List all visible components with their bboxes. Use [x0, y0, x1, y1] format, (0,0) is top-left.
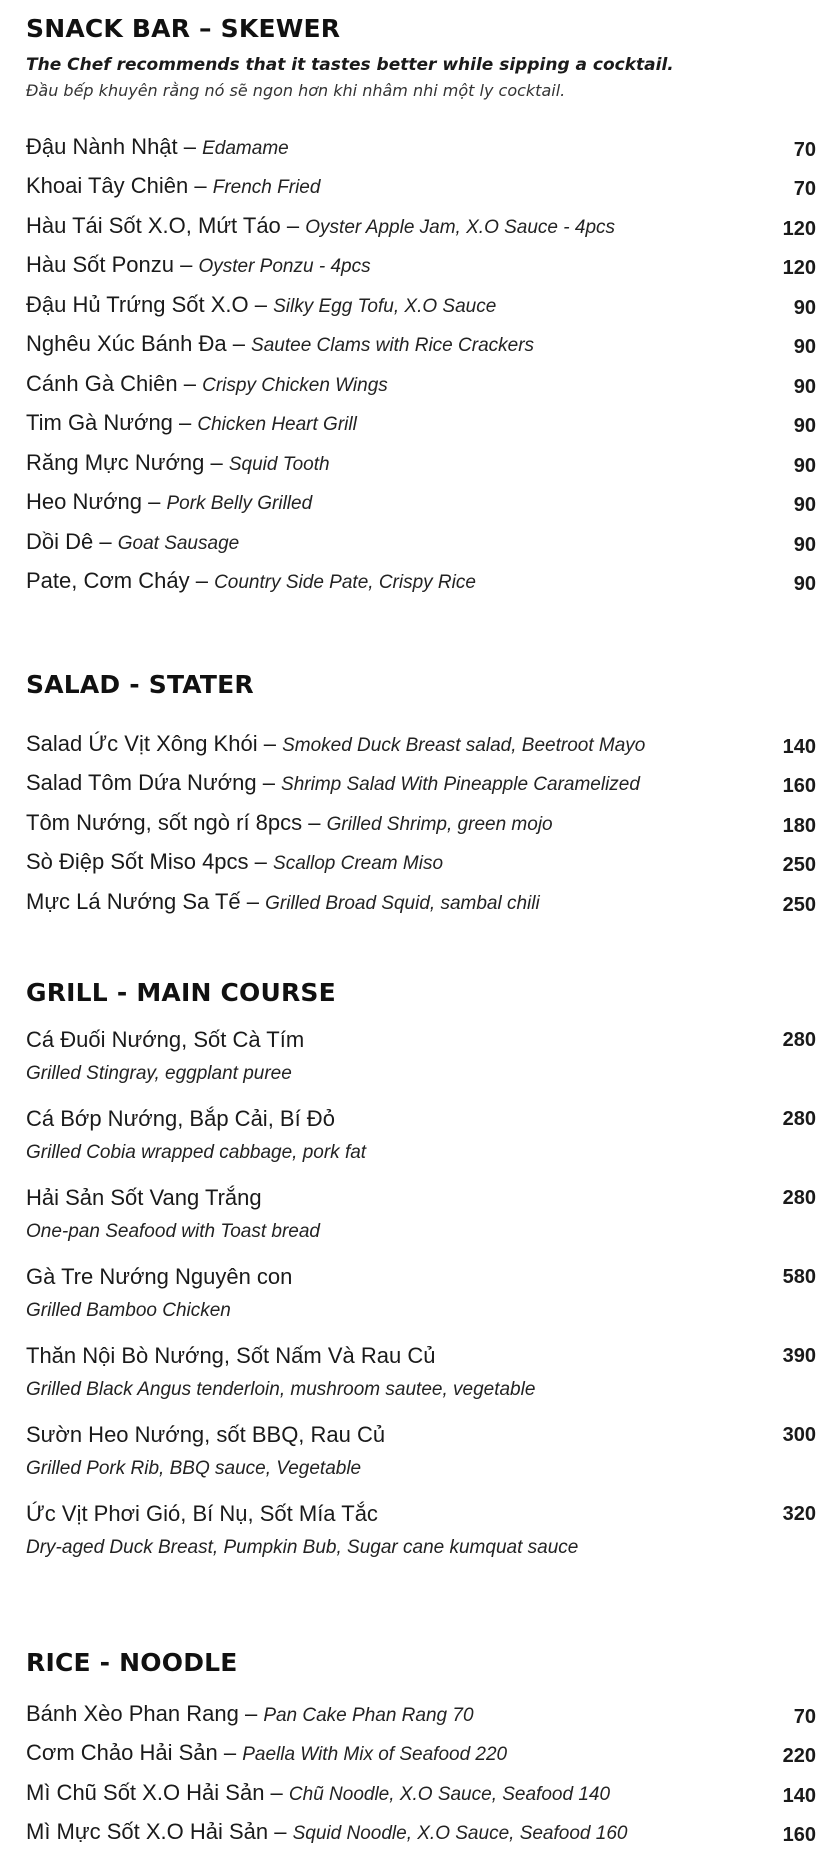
item-name-en: Squid Noodle, X.O Sauce, Seafood 160: [293, 1823, 628, 1844]
item-name-vi: Cá Bớp Nướng, Bắp Cải, Bí Đỏ: [26, 1106, 335, 1132]
item-name-vi: Nghêu Xúc Bánh Đa: [26, 331, 227, 356]
item-dash: –: [93, 529, 117, 554]
item-price: 140: [736, 736, 816, 759]
snack-item-list: [26, 124, 816, 598]
item-name-en: Sautee Clams with Rice Crackers: [251, 335, 534, 356]
item-dash: –: [264, 1780, 288, 1805]
item-dash: –: [227, 331, 251, 356]
item-price: 250: [736, 854, 816, 877]
item-name-en: Oyster Ponzu - 4pcs: [198, 256, 370, 277]
item-name-vi: Hải Sản Sốt Vang Trắng: [26, 1185, 262, 1211]
item-name-en: Oyster Apple Jam, X.O Sauce - 4pcs: [305, 217, 615, 238]
item-name-en: Pork Belly Grilled: [166, 493, 312, 514]
item-name-vi: Khoai Tây Chiên: [26, 173, 188, 198]
item-dash: –: [142, 489, 166, 514]
item-description-en: Grilled Black Angus tenderloin, mushroom sautee, vegetable: [26, 1379, 535, 1401]
item-name-vi: Pate, Cơm Cháy: [26, 568, 190, 593]
menu-item: [26, 1100, 816, 1179]
item-description-en: Grilled Stingray, eggplant puree: [26, 1063, 292, 1085]
item-name-vi: Ức Vịt Phơi Gió, Bí Nụ, Sốt Mía Tắc: [26, 1501, 378, 1527]
item-price: 120: [736, 218, 816, 241]
item-name-vi: Heo Nướng: [26, 489, 142, 514]
menu-item: [26, 164, 816, 204]
item-name-vi: Mì Mực Sốt X.O Hải Sản: [26, 1819, 274, 1844]
item-name-en: Squid Tooth: [229, 454, 330, 475]
menu-item: [26, 243, 816, 283]
item-name-vi: Tim Gà Nướng: [26, 410, 173, 435]
snack-section-title: SNACK BAR – SKEWER: [26, 14, 816, 43]
item-dash: –: [257, 770, 281, 795]
salad-section-title: SALAD - STATER: [26, 670, 816, 699]
rice-section-title: RICE - NOODLE: [26, 1648, 816, 1677]
item-price: 580: [736, 1266, 816, 1289]
salad-item-list: [26, 721, 816, 919]
item-price: 320: [736, 1503, 816, 1526]
menu-item: [26, 440, 816, 480]
chef-recommendation-en: The Chef recommends that it tastes better while sipping a cocktail.: [26, 55, 816, 75]
item-name-vi: Gà Tre Nướng Nguyên con: [26, 1264, 292, 1290]
item-price: 70: [736, 178, 816, 201]
menu-item: [26, 1495, 816, 1574]
item-price: 220: [736, 1745, 816, 1768]
menu-item: [26, 1337, 816, 1416]
item-dash: –: [258, 731, 282, 756]
item-name-vi: Dồi Dê: [26, 529, 93, 554]
item-dash: –: [174, 252, 198, 277]
menu-item: [26, 519, 816, 559]
menu-item: [26, 1731, 816, 1771]
item-price: 90: [736, 415, 816, 438]
item-price: 250: [736, 894, 816, 917]
item-price: 90: [736, 573, 816, 596]
menu-item: [26, 124, 816, 164]
menu-item: [26, 800, 816, 840]
item-name-en: Grilled Broad Squid, sambal chili: [265, 893, 540, 914]
item-dash: –: [178, 134, 202, 159]
item-price: 90: [736, 534, 816, 557]
menu-item: [26, 721, 816, 761]
item-price: 90: [736, 376, 816, 399]
item-name-vi: Cánh Gà Chiên: [26, 371, 178, 396]
menu-item: [26, 1810, 816, 1849]
item-name-en: Shrimp Salad With Pineapple Caramelized: [281, 774, 640, 795]
item-name-en: Scallop Cream Miso: [273, 853, 443, 874]
item-name-vi: Mì Chũ Sốt X.O Hải Sản: [26, 1780, 264, 1805]
menu-item: [26, 1179, 816, 1258]
menu-item: [26, 1691, 816, 1731]
item-description-en: Dry-aged Duck Breast, Pumpkin Bub, Sugar cane kumquat sauce: [26, 1537, 578, 1559]
item-name-vi: Cá Đuối Nướng, Sốt Cà Tím: [26, 1027, 304, 1053]
item-price: 390: [736, 1345, 816, 1368]
item-name-vi: Đậu Hủ Trứng Sốt X.O: [26, 292, 249, 317]
item-name-en: Chicken Heart Grill: [197, 414, 356, 435]
item-name-vi: Đậu Nành Nhật: [26, 134, 178, 159]
menu-item: [26, 761, 816, 801]
menu-item: [26, 480, 816, 520]
item-price: 120: [736, 257, 816, 280]
item-description-en: Grilled Cobia wrapped cabbage, pork fat: [26, 1142, 366, 1164]
item-name-en: Pan Cake Phan Rang 70: [263, 1705, 473, 1726]
item-dash: –: [188, 173, 212, 198]
item-price: 90: [736, 336, 816, 359]
grill-section: [26, 978, 816, 1574]
item-price: 70: [736, 1706, 816, 1729]
item-dash: –: [281, 213, 305, 238]
rice-section: [26, 1648, 816, 1849]
item-name-vi: Hàu Sốt Ponzu: [26, 252, 174, 277]
item-description-en: One-pan Seafood with Toast bread: [26, 1221, 320, 1243]
menu-item: [26, 322, 816, 362]
item-dash: –: [204, 450, 228, 475]
item-name-vi: Sò Điệp Sốt Miso 4pcs: [26, 849, 249, 874]
item-dash: –: [241, 889, 265, 914]
item-dash: –: [190, 568, 214, 593]
item-price: 90: [736, 494, 816, 517]
chef-recommendation-vi: Đầu bếp khuyên rằng nó sẽ ngon hơn khi nhâm nhi một ly cocktail.: [26, 81, 816, 100]
item-price: 280: [736, 1108, 816, 1131]
item-dash: –: [218, 1740, 242, 1765]
grill-item-list: [26, 1021, 816, 1574]
item-name-vi: Bánh Xèo Phan Rang: [26, 1701, 239, 1726]
item-dash: –: [302, 810, 326, 835]
item-name-en: Chũ Noodle, X.O Sauce, Seafood 140: [289, 1784, 610, 1805]
item-dash: –: [249, 292, 273, 317]
item-price: 90: [736, 297, 816, 320]
menu-item: [26, 1258, 816, 1337]
item-name-en: Silky Egg Tofu, X.O Sauce: [273, 296, 496, 317]
snack-section: [26, 14, 816, 598]
item-name-vi: Salad Tôm Dứa Nướng: [26, 770, 257, 795]
item-dash: –: [178, 371, 202, 396]
menu-item: [26, 1770, 816, 1810]
item-price: 300: [736, 1424, 816, 1447]
menu-item: [26, 282, 816, 322]
item-name-en: Goat Sausage: [118, 533, 239, 554]
item-name-en: Paella With Mix of Seafood 220: [242, 1744, 507, 1765]
rice-item-list: [26, 1691, 816, 1849]
menu-item: [26, 840, 816, 880]
item-dash: –: [173, 410, 197, 435]
item-name-en: Crispy Chicken Wings: [202, 375, 388, 396]
menu-item: [26, 559, 816, 599]
item-name-en: French Fried: [213, 177, 321, 198]
item-name-vi: Salad Ức Vịt Xông Khói: [26, 731, 258, 756]
item-price: 160: [736, 1824, 816, 1847]
item-name-vi: Mực Lá Nướng Sa Tế: [26, 889, 241, 914]
item-name-vi: Tôm Nướng, sốt ngò rí 8pcs: [26, 810, 302, 835]
menu-item: [26, 361, 816, 401]
item-price: 90: [736, 455, 816, 478]
item-description-en: Grilled Bamboo Chicken: [26, 1300, 231, 1322]
item-price: 160: [736, 775, 816, 798]
menu-item: [26, 203, 816, 243]
item-name-en: Edamame: [202, 138, 289, 159]
menu-item: [26, 879, 816, 919]
item-name-en: Smoked Duck Breast salad, Beetroot Mayo: [282, 735, 645, 756]
item-dash: –: [249, 849, 273, 874]
item-name-vi: Hàu Tái Sốt X.O, Mứt Táo: [26, 213, 281, 238]
item-price: 280: [736, 1187, 816, 1210]
item-name-vi: Sườn Heo Nướng, sốt BBQ, Rau Củ: [26, 1422, 385, 1448]
item-price: 140: [736, 1785, 816, 1808]
grill-section-title: GRILL - MAIN COURSE: [26, 978, 816, 1007]
item-name-vi: Thăn Nội Bò Nướng, Sốt Nấm Và Rau Củ: [26, 1343, 435, 1369]
item-name-en: Grilled Shrimp, green mojo: [327, 814, 553, 835]
item-name-en: Country Side Pate, Crispy Rice: [214, 572, 476, 593]
item-description-en: Grilled Pork Rib, BBQ sauce, Vegetable: [26, 1458, 361, 1480]
item-dash: –: [239, 1701, 263, 1726]
menu-item: [26, 1416, 816, 1495]
salad-section: [26, 670, 816, 919]
item-price: 70: [736, 139, 816, 162]
menu-item: [26, 1021, 816, 1100]
item-dash: –: [274, 1819, 292, 1844]
item-price: 280: [736, 1029, 816, 1052]
item-name-vi: Cơm Chảo Hải Sản: [26, 1740, 218, 1765]
item-price: 180: [736, 815, 816, 838]
item-name-vi: Răng Mực Nướng: [26, 450, 204, 475]
menu-item: [26, 401, 816, 441]
